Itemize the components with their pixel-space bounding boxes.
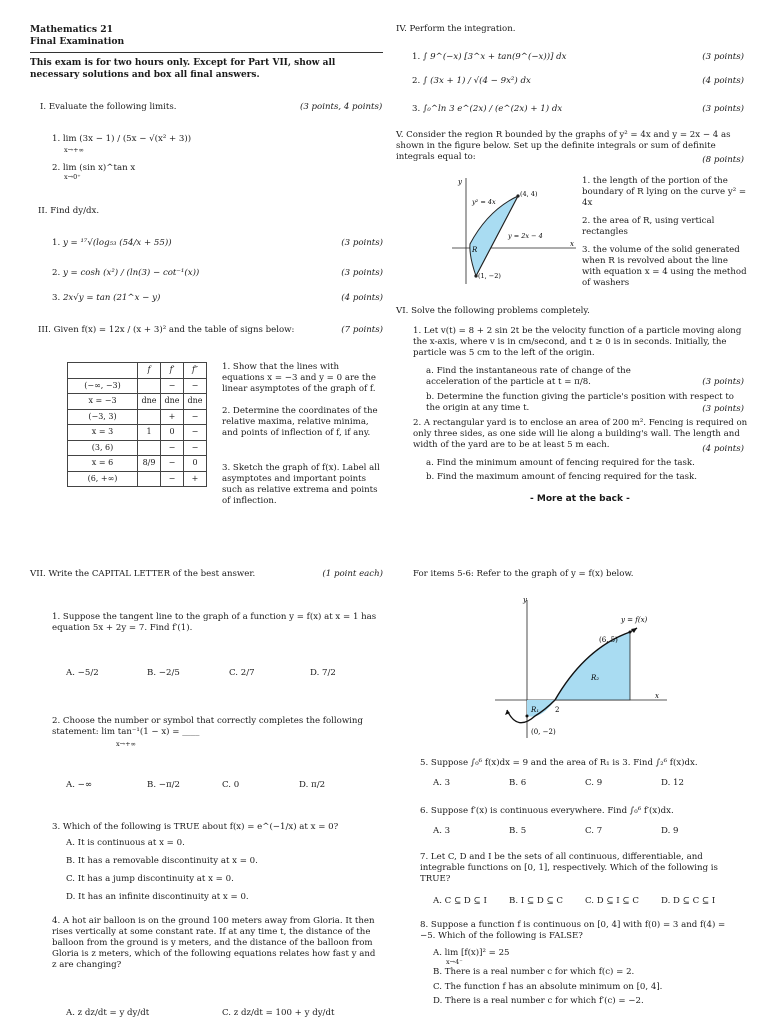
q6-text: 6. Suppose f′(x) is continuous everywhere. Find ∫₀⁶ f′(x)dx. bbox=[420, 806, 674, 816]
p65-label: (6, 5) bbox=[599, 636, 618, 644]
table-row bbox=[68, 394, 207, 410]
part3-task-1: 1. Show that the lines with equations x = −3 and y = 0 are the linear asymptotes of the graph of f. bbox=[222, 362, 376, 394]
q3-choice-c: C. It has a jump discontinuity at x = 0. bbox=[66, 874, 234, 884]
part6-problem-1a-points: (3 points) bbox=[702, 377, 744, 387]
q2-subscript: x→+∞ bbox=[116, 740, 136, 748]
part2-item-2-points: (3 points) bbox=[341, 268, 383, 278]
table-header-cell: f′ bbox=[161, 363, 184, 379]
part7-title: VII. Write the CAPITAL LETTER of the best answer. bbox=[30, 569, 256, 579]
part3-points: (7 points) bbox=[341, 325, 383, 335]
part1-item-1: 1. lim (3x − 1) / (5x − √(x² + 3)) bbox=[52, 134, 192, 144]
q8-choice-b: B. There is a real number c for which f(c) = 2. bbox=[433, 967, 635, 977]
q7-choice-c: C. D ⊆ I ⊆ C bbox=[585, 896, 639, 906]
table-cell: dne bbox=[161, 394, 184, 410]
exam-title: Final Examination bbox=[30, 36, 125, 47]
part4-item-1: 1. ∫ 9^(−x) [3^x + tan(9^(−x))] dx bbox=[412, 52, 567, 62]
table-header-cell: f bbox=[138, 363, 161, 379]
part7-points: (1 point each) bbox=[322, 569, 383, 579]
part4-item-2-points: (4 points) bbox=[702, 76, 744, 86]
part5-task-1: 1. the length of the portion of the boundary of R lying on the curve y² = 4x bbox=[582, 176, 747, 208]
q8-choice-c: C. The function f has an absolute minimum on [0, 4]. bbox=[433, 982, 663, 992]
part6-problem-2-points: (4 points) bbox=[702, 444, 744, 454]
p0-label: (0, −2) bbox=[531, 728, 556, 736]
part5-title: V. Consider the region R bounded by the graphs of y² = 4x and y = 2x − 4 as shown in the figure below. Set up the definite integrals or sum of definite integrals equal to: bbox=[396, 130, 731, 162]
p1-label: (4, 4) bbox=[520, 190, 538, 198]
q4-choice-a: A. z dz/dt = y dy/dt bbox=[66, 1008, 150, 1018]
table-cell bbox=[138, 378, 161, 394]
curve1-label: y² = 4x bbox=[472, 198, 496, 206]
part4-item-1-points: (3 points) bbox=[702, 52, 744, 62]
table-row bbox=[68, 425, 207, 441]
part4-item-3: 3. ∫₀^ln 3 e^(2x) / (e^(2x) + 1) dx bbox=[412, 104, 563, 114]
q6-choice-c: C. 7 bbox=[585, 826, 603, 836]
q7-text: 7. Let C, D and I be the sets of all continuous, differentiable, and integrable functions on [0, 1], respectively. Which of the following is TRUE? bbox=[420, 852, 718, 884]
table-cell: − bbox=[184, 409, 207, 425]
point-6-5 bbox=[629, 631, 632, 634]
curve2-label: y = 2x − 4 bbox=[508, 232, 543, 240]
q8-choice-d: D. There is a real number c for which f′(c) = −2. bbox=[433, 996, 644, 1006]
more-at-back: - More at the back - bbox=[530, 494, 630, 504]
table-cell: dne bbox=[184, 394, 207, 410]
part4-item-2: 2. ∫ (3x + 1) / √(4 − 9x²) dx bbox=[412, 76, 531, 86]
table-cell: 0 bbox=[161, 425, 184, 441]
fig5-x-label: x bbox=[570, 240, 574, 248]
r1-label: R₁ bbox=[531, 706, 540, 714]
part6-problem-2: 2. A rectangular yard is to enclose an area of 200 m². Fencing is required on only three sides, as one side will lie along a building's wall. The length and width of the yard are to be at least 5 m each. bbox=[413, 418, 748, 450]
q5-choice-b: B. 6 bbox=[509, 778, 527, 788]
table-cell bbox=[138, 471, 161, 487]
course-title: Mathematics 21 bbox=[30, 24, 114, 35]
part6-problem-1b: b. Determine the function giving the particle's position with respect to the origin at any time t. bbox=[426, 392, 734, 413]
q2-choice-b: B. −π/2 bbox=[147, 780, 180, 790]
q3-text: 3. Which of the following is TRUE about f(x) = e^(−1/x) at x = 0? bbox=[52, 822, 339, 832]
table-header-cell bbox=[68, 363, 138, 379]
p2-label: (1, −2) bbox=[478, 272, 501, 280]
part5-task-2: 2. the area of R, using vertical rectangles bbox=[582, 216, 715, 237]
table-row bbox=[68, 456, 207, 472]
table-cell: 8/9 bbox=[138, 456, 161, 472]
items56-title: For items 5-6: Refer to the graph of y = f(x) below. bbox=[413, 569, 634, 579]
part2-item-3: 3. 2x√y = tan (21^x − y) bbox=[52, 293, 161, 303]
region-r-label: R bbox=[472, 246, 478, 254]
table-cell: (−∞, −3) bbox=[68, 378, 138, 394]
q8-choice-a: A. lim [f(x)]² = 25 bbox=[433, 948, 510, 958]
table-cell: (−3, 3) bbox=[68, 409, 138, 425]
part2-item-1: 1. y = ¹⁷√(log₅₃ (54/x + 55)) bbox=[52, 238, 172, 248]
part6-title: VI. Solve the following problems completely. bbox=[396, 306, 590, 316]
q6-choice-d: D. 9 bbox=[661, 826, 679, 836]
table-row bbox=[68, 378, 207, 394]
part6-problem-2a: a. Find the minimum amount of fencing required for the task. bbox=[426, 458, 695, 468]
table-cell: 1 bbox=[138, 425, 161, 441]
table-cell: x = 3 bbox=[68, 425, 138, 441]
part1-points: (3 points, 4 points) bbox=[300, 102, 383, 112]
fig6-y-label: y bbox=[523, 596, 527, 604]
q6-choice-a: A. 3 bbox=[433, 826, 451, 836]
part1-item-2: 2. lim (sin x)^tan x bbox=[52, 163, 136, 173]
fig5-y-label: y bbox=[458, 178, 462, 186]
fx-graph-figure bbox=[495, 592, 670, 742]
q4-choice-c: C. z dz/dt = 100 + y dy/dt bbox=[222, 1008, 335, 1018]
part6-problem-1a: a. Find the instantaneous rate of change of the acceleration of the particle at t = π/8. bbox=[426, 366, 631, 387]
table-cell: − bbox=[184, 425, 207, 441]
table-row bbox=[68, 409, 207, 425]
q5-choice-c: C. 9 bbox=[585, 778, 603, 788]
table-cell: + bbox=[184, 471, 207, 487]
q7-choice-d: D. D ⊆ C ⊆ I bbox=[661, 896, 716, 906]
sign-table bbox=[67, 362, 207, 487]
table-cell: (3, 6) bbox=[68, 440, 138, 456]
table-cell: dne bbox=[138, 394, 161, 410]
q7-choice-b: B. I ⊆ D ⊆ C bbox=[509, 896, 563, 906]
region-r2 bbox=[555, 632, 630, 700]
table-cell: − bbox=[161, 456, 184, 472]
q2-choice-a: A. −∞ bbox=[66, 780, 93, 790]
part6-problem-2b: b. Find the maximum amount of fencing required for the task. bbox=[426, 472, 697, 482]
r2-label: R₂ bbox=[591, 674, 600, 682]
exam-instructions: This exam is for two hours only. Except for Part VII, show all necessary solutions and box all final answers. bbox=[30, 58, 336, 80]
region-r-figure bbox=[448, 172, 578, 290]
part6-problem-1: 1. Let v(t) = 8 + 2 sin 2t be the velocity function of a particle moving along the x-axis, where v is in cm/second, and t ≥ 0 is in seconds. Initially, the particle was 5 cm to the left of the origin. bbox=[413, 326, 742, 358]
table-row bbox=[68, 471, 207, 487]
q5-choice-a: A. 3 bbox=[433, 778, 451, 788]
q8-subscript: x→4⁻ bbox=[446, 958, 463, 966]
part3-task-3: 3. Sketch the graph of f(x). Label all asymptotes and important points such as relative extrema and points of inflection. bbox=[222, 463, 380, 506]
q1-choice-a: A. −5/2 bbox=[66, 668, 99, 678]
table-cell: − bbox=[161, 378, 184, 394]
q1-choice-b: B. −2/5 bbox=[147, 668, 180, 678]
q5-choice-d: D. 12 bbox=[661, 778, 684, 788]
part2-item-3-points: (4 points) bbox=[341, 293, 383, 303]
table-cell bbox=[138, 440, 161, 456]
q5-text: 5. Suppose ∫₀⁶ f(x)dx = 9 and the area of R₁ is 3. Find ∫₂⁶ f(x)dx. bbox=[420, 758, 698, 768]
table-cell: − bbox=[161, 471, 184, 487]
q1-choice-d: D. 7/2 bbox=[310, 668, 336, 678]
q1-text: 1. Suppose the tangent line to the graph of a function y = f(x) at x = 1 has equation 5x + 2y = 7. Find f′(1). bbox=[52, 612, 377, 633]
q3-choice-a: A. It is continuous at x = 0. bbox=[66, 838, 185, 848]
fig6-x-label: x bbox=[655, 692, 659, 700]
part5-points: (8 points) bbox=[702, 155, 744, 165]
point-0-neg2 bbox=[526, 715, 529, 718]
part2-item-2: 2. y = cosh (x²) / (ln(3) − cot⁻¹(x)) bbox=[52, 268, 200, 278]
part2-item-1-points: (3 points) bbox=[341, 238, 383, 248]
q2-text: 2. Choose the number or symbol that correctly completes the following statement: lim tan⁻¹(1 − x) = ____ bbox=[52, 716, 363, 737]
table-cell bbox=[138, 409, 161, 425]
q3-choice-b: B. It has a removable discontinuity at x = 0. bbox=[66, 856, 258, 866]
q8-text: 8. Suppose a function f is continuous on [0, 4] with f(0) = 3 and f(4) = −5. Which of the following is FALSE? bbox=[420, 920, 726, 941]
two-label: 2 bbox=[555, 706, 560, 714]
q2-choice-c: C. 0 bbox=[222, 780, 240, 790]
q7-choice-a: A. C ⊆ D ⊆ I bbox=[433, 896, 487, 906]
header-rule bbox=[30, 52, 383, 53]
table-cell: x = −3 bbox=[68, 394, 138, 410]
table-cell: − bbox=[184, 440, 207, 456]
table-header-row bbox=[68, 363, 207, 379]
table-cell: − bbox=[161, 440, 184, 456]
part4-item-3-points: (3 points) bbox=[702, 104, 744, 114]
q2-choice-d: D. π/2 bbox=[299, 780, 326, 790]
table-cell: (6, +∞) bbox=[68, 471, 138, 487]
q6-choice-b: B. 5 bbox=[509, 826, 527, 836]
table-cell: + bbox=[161, 409, 184, 425]
table-cell: 0 bbox=[184, 456, 207, 472]
q4-text: 4. A hot air balloon is on the ground 100 meters away from Gloria. It then rises vertically at some constant rate. If at any time t, the distance of the balloon from the ground is y meters, and the distance of the balloon from Gloria is z meters, which of the following equations relates how fast y and z are changing? bbox=[52, 916, 376, 970]
table-cell: x = 6 bbox=[68, 456, 138, 472]
table-cell: − bbox=[184, 378, 207, 394]
part2-title: II. Find dy/dx. bbox=[38, 206, 100, 216]
table-row bbox=[68, 440, 207, 456]
table-header-cell: f″ bbox=[184, 363, 207, 379]
part6-problem-1b-points: (3 points) bbox=[702, 404, 744, 414]
part1-title: I. Evaluate the following limits. bbox=[40, 102, 177, 112]
part4-title: IV. Perform the integration. bbox=[396, 24, 516, 34]
q3-choice-d: D. It has an infinite discontinuity at x = 0. bbox=[66, 892, 249, 902]
q1-choice-c: C. 2/7 bbox=[229, 668, 255, 678]
curve-label: y = f(x) bbox=[621, 616, 648, 624]
part5-task-3: 3. the volume of the solid generated when R is revolved about the line with equation x = 4 using the method of washers bbox=[582, 245, 747, 288]
part1-item-2-sub: x→0⁺ bbox=[64, 173, 81, 181]
part1-item-1-sub: x→+∞ bbox=[64, 146, 84, 154]
part3-title: III. Given f(x) = 12x / (x + 3)² and the table of signs below: bbox=[38, 325, 295, 335]
part3-task-2: 2. Determine the coordinates of the relative maxima, relative minima, and points of inflection of f, if any. bbox=[222, 406, 378, 438]
